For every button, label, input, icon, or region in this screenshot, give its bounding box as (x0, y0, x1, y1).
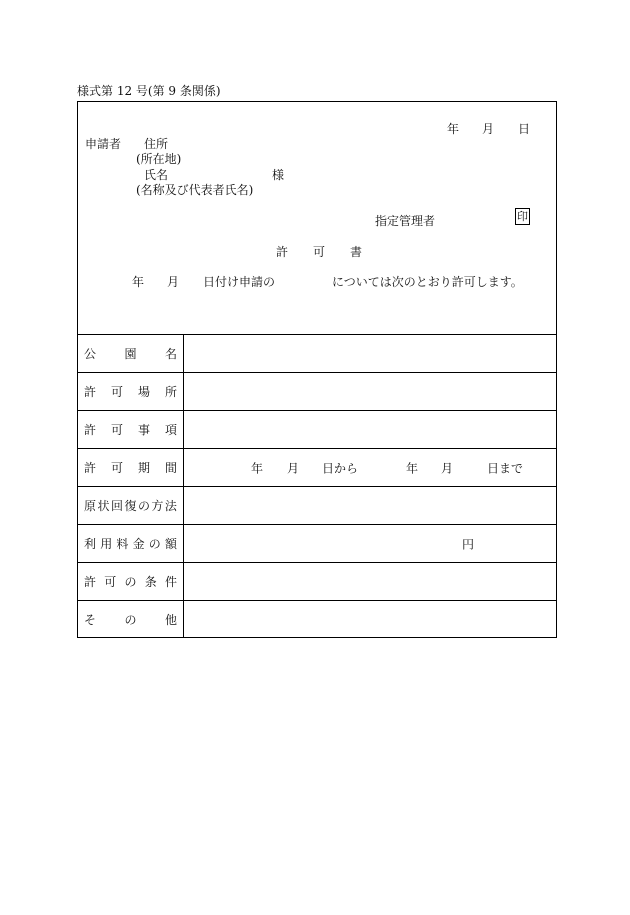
title-char-2: 可 (313, 245, 326, 259)
park-name-value[interactable] (184, 335, 557, 373)
applicant-address-note: (所在地) (136, 152, 182, 166)
issuer-label: 指定管理者 (375, 214, 436, 228)
form-header-section (78, 102, 556, 335)
period-from-month: 月 (287, 461, 300, 475)
table-row (78, 601, 556, 639)
other-label: そ の 他 (78, 601, 184, 639)
statement-dated-request: 日付け申請の (203, 275, 276, 289)
permit-conditions-label: 許 可 の 条 件 (78, 563, 184, 601)
applicant-name-note: (名称及び代表者氏名) (136, 183, 254, 197)
date-day: 日 (518, 122, 531, 136)
period-to-year: 年 (406, 461, 419, 475)
permit-matter-value[interactable] (184, 411, 557, 449)
applicant-honorific: 様 (272, 168, 285, 182)
seal-mark: 印 (517, 210, 528, 223)
statement-month: 月 (167, 275, 180, 289)
applicant-label: 申請者 (85, 137, 122, 151)
table-row (78, 563, 556, 601)
title-char-3: 書 (350, 245, 363, 259)
period-to-day: 日まで (487, 461, 524, 475)
usage-fee-value[interactable] (184, 525, 557, 563)
restoration-method-value[interactable] (184, 487, 557, 525)
usage-fee-label: 利 用 料 金 の 額 (78, 525, 184, 563)
table-row (78, 335, 556, 373)
period-to-month: 月 (441, 461, 454, 475)
statement-year: 年 (132, 275, 145, 289)
table-row (78, 373, 556, 411)
period-from-day: 日から (322, 461, 359, 475)
other-value[interactable] (184, 601, 557, 639)
park-name-label: 公 園 名 (78, 335, 184, 373)
permit-form (77, 101, 557, 638)
date-year: 年 (447, 122, 460, 136)
table-row (78, 449, 556, 487)
applicant-address-label: 住所 (144, 137, 169, 151)
table-row (78, 525, 556, 563)
table-row (78, 411, 556, 449)
applicant-name-label: 氏名 (144, 168, 169, 182)
table-row (78, 487, 556, 525)
period-from-year: 年 (251, 461, 264, 475)
permit-location-label: 許 可 場 所 (78, 373, 184, 411)
permit-conditions-value[interactable] (184, 563, 557, 601)
date-month: 月 (482, 122, 495, 136)
fee-unit: 円 (462, 537, 475, 551)
permit-details-table (78, 335, 556, 638)
permit-location-value[interactable] (184, 373, 557, 411)
restoration-method-label: 原 状 回 復 の 方 法 (78, 487, 184, 525)
permit-matter-label: 許 可 事 項 (78, 411, 184, 449)
permit-period-label: 許 可 期 間 (78, 449, 184, 487)
form-number: 様式第 12 号(第 9 条関係) (77, 84, 221, 98)
permit-period-value[interactable] (184, 449, 557, 487)
title-char-1: 許 (276, 245, 289, 259)
statement-body: については次のとおり許可します。 (332, 275, 523, 289)
